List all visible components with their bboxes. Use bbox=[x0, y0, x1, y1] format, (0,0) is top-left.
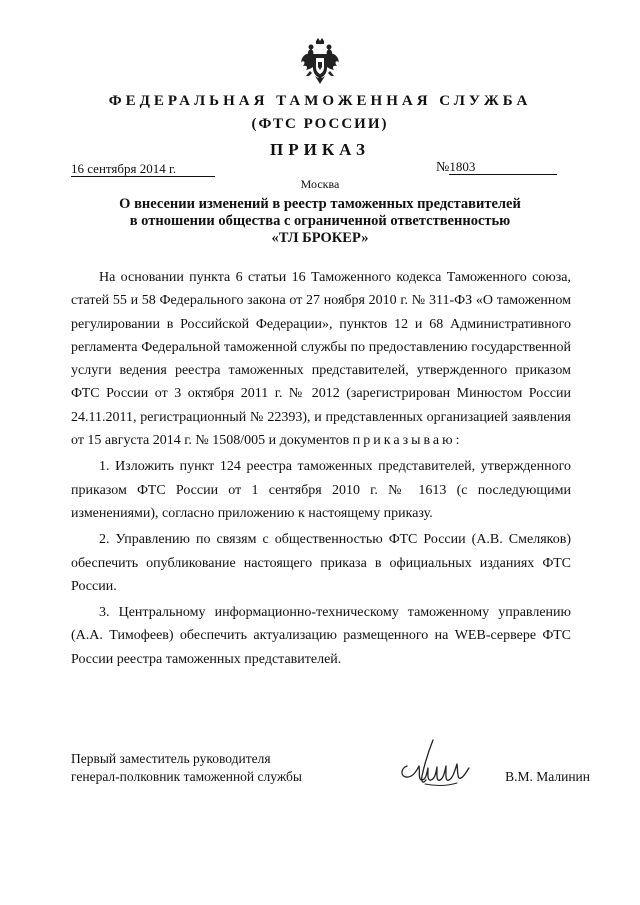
order-number-field bbox=[436, 159, 569, 175]
signer-position bbox=[71, 750, 371, 786]
subject-line-3: «ТЛ БРОКЕР» bbox=[271, 230, 369, 246]
organization-name: ФЕДЕРАЛЬНАЯ ТАМОЖЕННАЯ СЛУЖБА bbox=[108, 93, 532, 109]
subject-line-2: в отношении общества с ограниченной ответственностью bbox=[129, 213, 511, 229]
order-body bbox=[71, 266, 571, 671]
order-item-2: 2. Управлению по связям с общественностью ФТС России (А.В. Смеляков) обеспечить опубликование настоящего приказа в официальных изданиях ФТС России. bbox=[71, 532, 571, 594]
order-subject bbox=[60, 196, 580, 247]
city-label: Москва bbox=[300, 177, 340, 191]
number-sign: № bbox=[436, 160, 450, 175]
subject-line-1: О внесении изменений в реестр таможенных представителей bbox=[119, 196, 521, 212]
organization-abbreviation: (ФТС РОССИИ) bbox=[251, 116, 389, 132]
coat-of-arms-emblem bbox=[300, 38, 340, 86]
order-number: 1803 bbox=[449, 159, 557, 175]
order-item-1: 1. Изложить пункт 124 реестра таможенных представителей, утвержденного приказом ФТС России от 1 сентября 2010 г. № 1613 (с последующими изменениями), согласно приложению к настоящему приказу. bbox=[71, 459, 571, 521]
order-item-3: 3. Центральному информационно-техническому таможенному управлению (А.А. Тимофеев) обеспечить актуализацию размещенного на WEB-сервере ФТС России реестра таможенных представителей. bbox=[71, 605, 571, 667]
handwritten-signature bbox=[395, 736, 475, 792]
preamble-text: На основании пункта 6 статьи 16 Таможенного кодекса Таможенного союза, статей 55 и 58 Федерального закона от 27 ноября 2010 г. № 311-ФЗ «О таможенном регулировании в Российской Федерации», пунктов 12 и 68 Административного регламента Федеральной таможенной службы по предоставлению государственной услуги ведения реестра таможенных представителей, утвержденного приказом ФТС России от 3 октября 2011 г. № 2012 (зарегистрирован Минюстом России 24.11.2011, регистрационный № 22393), и представленных организацией заявления от 15 августа 2014 г. № 1508/005 и документов bbox=[71, 270, 571, 449]
document-type-title: ПРИКАЗ bbox=[270, 140, 370, 159]
order-date: 16 сентября 2014 г. bbox=[71, 161, 215, 177]
preamble-paragraph bbox=[71, 266, 571, 452]
order-word: приказываю: bbox=[352, 433, 463, 449]
signer-name: В.М. Малинин bbox=[505, 769, 590, 784]
signer-title-line-2: генерал-полковник таможенной службы bbox=[71, 769, 302, 784]
signer-title-line-1: Первый заместитель руководителя bbox=[71, 751, 271, 766]
